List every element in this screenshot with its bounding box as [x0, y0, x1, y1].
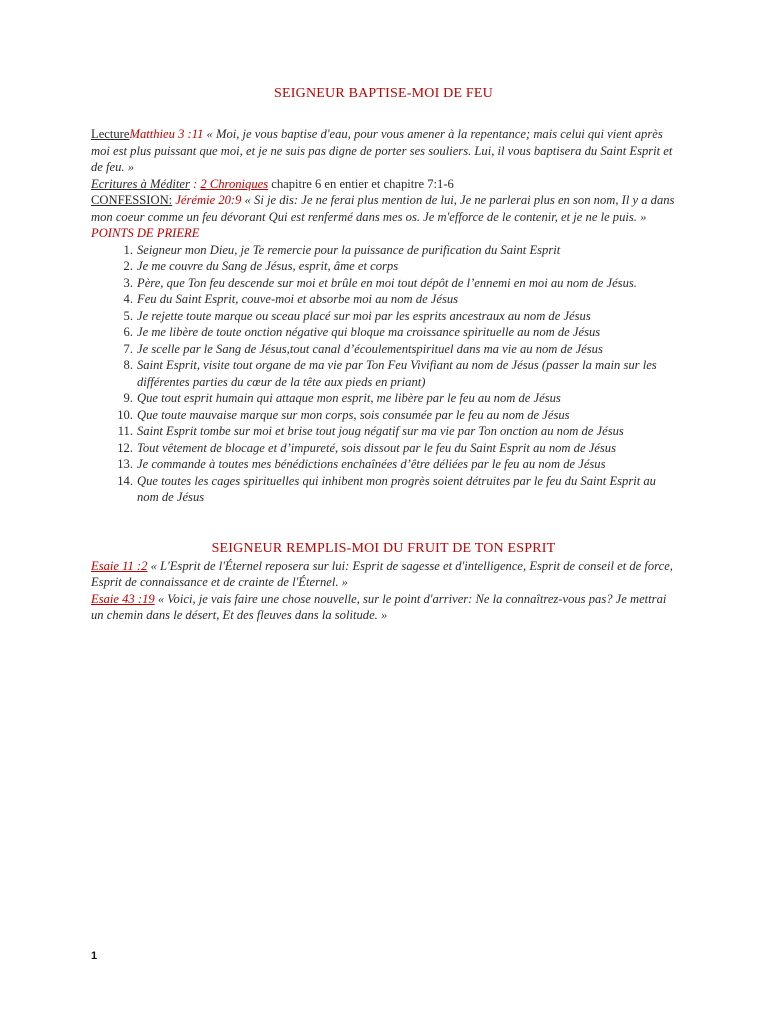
reading-label: Lecture: [91, 127, 130, 141]
confession-reference: Jérémie 20:9: [172, 193, 242, 207]
meditate-separator: :: [189, 176, 201, 191]
list-number: 8.: [123, 358, 133, 372]
list-text: Je rejette toute marque ou sceau placé sur moi par les esprits ancestraux au nom de Jésus: [137, 308, 591, 323]
list-number: 2.: [123, 259, 133, 273]
list-text: Tout vêtement de blocage et d’impureté, sois dissout par le feu du Saint Esprit au nom de Jésus: [137, 440, 616, 455]
list-item: [91, 291, 676, 308]
esaie-text-2: « Voici, je vais faire une chose nouvelle, sur le point d'arriver: Ne la connaîtrez-vous pas? Je mettrai un chemin dans le désert, Et des fleuves dans la solitude. »: [91, 591, 667, 622]
page-content: [91, 85, 676, 624]
confession-paragraph: [91, 192, 676, 225]
list-text: Saint Esprit tombe sur moi et brise tout joug négatif sur ma vie par Ton onction au nom de Jésus: [137, 424, 624, 438]
list-item: [91, 258, 676, 275]
list-number: 6.: [123, 325, 133, 339]
esaie-paragraph-1: [91, 558, 676, 591]
esaie-reference-2: Esaie 43 :19: [91, 591, 155, 606]
reading-text: « Moi, je vous baptise d'eau, pour vous amener à la repentance; mais celui qui vient après moi est plus puissant que moi, et je ne suis pas digne de porter ses souliers. Lui, il vous baptisera du Saint Esprit et de feu. »: [91, 127, 673, 174]
list-number: 3.: [123, 275, 133, 290]
list-item: [91, 390, 676, 407]
list-item: [91, 275, 676, 292]
list-number: 1.: [123, 242, 133, 257]
list-text: Je me libère de toute onction négative qui bloque ma croissance spirituelle au nom de Jésus: [137, 325, 601, 339]
list-number: 5.: [123, 308, 133, 323]
list-number: 14.: [117, 473, 133, 488]
list-item: [91, 341, 676, 358]
list-number: 11.: [117, 424, 133, 438]
list-item: [91, 440, 676, 457]
esaie-reference-1: Esaie 11 :2: [91, 558, 148, 573]
points-heading: POINTS DE PRIERE: [91, 226, 200, 240]
reading-paragraph: [91, 126, 676, 176]
esaie-paragraph-2: [91, 591, 676, 624]
meditate-reference: 2 Chroniques: [200, 176, 269, 191]
page-title: SEIGNEUR BAPTISE-MOI DE FEU: [274, 86, 493, 101]
prayer-list: [91, 242, 676, 506]
section-title: SEIGNEUR REMPLIS-MOI DU FRUIT DE TON ESPRIT: [211, 540, 556, 556]
page-number: 1: [91, 950, 98, 962]
list-number: 7.: [123, 341, 133, 356]
list-text: Je me couvre du Sang de Jésus, esprit, âme et corps: [137, 259, 399, 273]
list-number: 4.: [123, 292, 133, 306]
reading-reference: Matthieu 3 :11: [129, 127, 204, 141]
list-item: [91, 324, 676, 341]
list-text: Saint Esprit, visite tout organe de ma vie par Ton Feu Vivifiant au nom de Jésus (passer la main sur les différentes parties du cœur de la tête aux pieds en priant): [137, 358, 657, 389]
list-number: 9.: [123, 391, 133, 405]
confession-label: CONFESSION:: [91, 193, 173, 207]
list-item: [91, 423, 676, 440]
list-text: Je commande à toutes mes bénédictions enchaînées d’être déliées par le feu au nom de Jésus: [137, 457, 606, 471]
meditate-label: Ecritures à Méditer: [91, 176, 190, 191]
list-text: Seigneur mon Dieu, je Te remercie pour la puissance de purification du Saint Esprit: [137, 242, 561, 257]
list-number: 12.: [117, 440, 133, 455]
list-item: [91, 357, 676, 390]
list-text: Que tout esprit humain qui attaque mon esprit, me libère par le feu au nom de Jésus: [137, 391, 561, 405]
list-text: Feu du Saint Esprit, couve-moi et absorbe moi au nom de Jésus: [137, 292, 459, 306]
list-text: Que toute mauvaise marque sur mon corps, sois consumée par le feu au nom de Jésus: [137, 407, 570, 422]
list-text: Que toutes les cages spirituelles qui inhibent mon progrès soient détruites par le feu du Saint Esprit au nom de Jésus: [137, 473, 656, 504]
list-text: Père, que Ton feu descende sur moi et brûle en moi tout dépôt de l’ennemi en moi au nom de Jésus.: [137, 275, 637, 290]
confession-text: « Si je dis: Je ne ferai plus mention de lui, Je ne parlerai plus en son nom, Il y a dans mon coeur comme un feu dévorant Qui est renfermé dans mes os. Je m'efforce de le contenir, et je ne le puis. »: [91, 193, 675, 224]
list-text: Je scelle par le Sang de Jésus,tout canal d’écoulementspirituel dans ma vie au nom de Jésus: [137, 341, 603, 356]
list-item: [91, 456, 676, 473]
list-item: [91, 407, 676, 424]
meditate-paragraph: [91, 176, 676, 193]
list-number: 10.: [117, 407, 133, 422]
list-item: [91, 308, 676, 325]
meditate-text: chapitre 6 en entier et chapitre 7:1-6: [268, 176, 454, 191]
list-number: 13.: [117, 457, 133, 471]
esaie-text-1: « L'Esprit de l'Éternel reposera sur lui: Esprit de sagesse et d'intelligence, Esprit de conseil et de force, Esprit de connaissance et de crainte de l'Éternel. »: [91, 558, 673, 589]
list-item: [91, 242, 676, 259]
list-item: [91, 473, 676, 506]
